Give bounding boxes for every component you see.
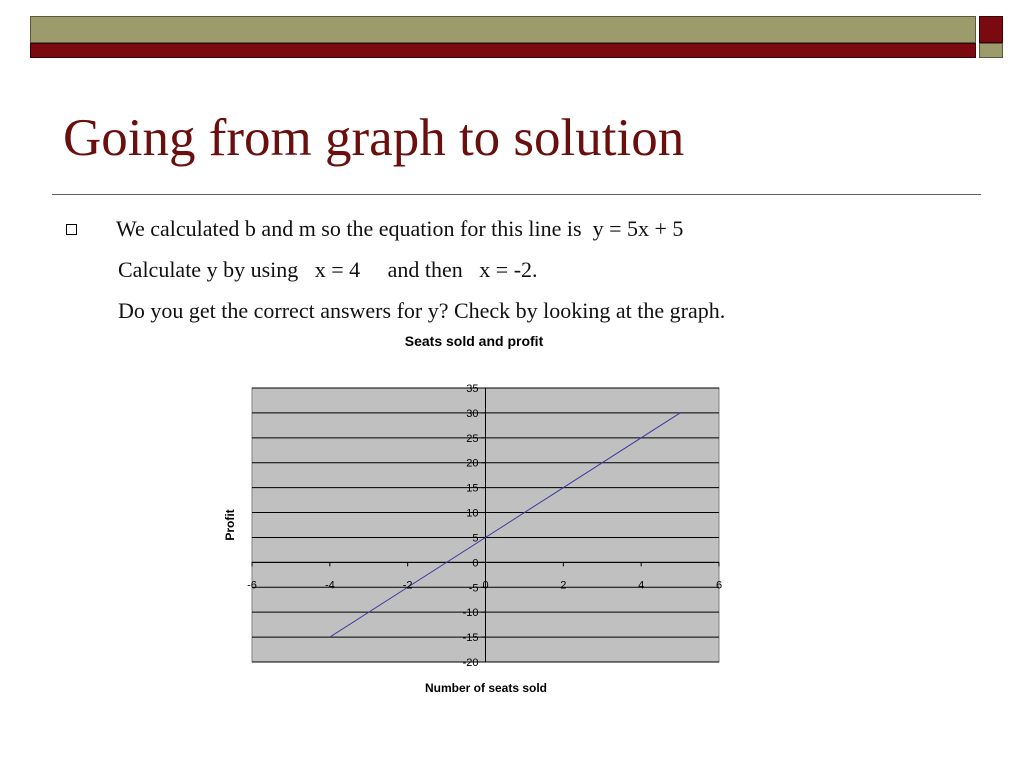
y-tick-label: 20 <box>466 457 479 470</box>
y-tick-label: 10 <box>466 507 479 520</box>
x-axis-title: Number of seats sold <box>424 681 548 695</box>
x-tick-label: 0 <box>482 579 489 592</box>
y-tick-label: 30 <box>466 407 479 420</box>
y-tick-label: -10 <box>462 607 479 620</box>
y-tick-label: 35 <box>466 383 479 395</box>
x-tick-label: -2 <box>402 579 413 592</box>
x-tick-label: 2 <box>560 579 567 592</box>
y-tick-label: 25 <box>466 432 479 445</box>
chart-title: Seats sold and profit <box>404 333 544 349</box>
y-tick-label: -15 <box>462 632 479 645</box>
y-tick-label: -5 <box>468 582 479 595</box>
x-tick-label: 4 <box>638 579 645 592</box>
x-tick-label: -6 <box>247 579 257 592</box>
x-tick-label: 6 <box>715 579 723 592</box>
y-tick-label: 15 <box>466 482 479 495</box>
x-tick-label: -4 <box>324 579 335 592</box>
text-instruction-check: Do you get the correct answers for y? Check by looking at the graph. <box>118 298 726 323</box>
y-axis-title: Profit <box>223 509 237 541</box>
bullet-text-equation: We calculated b and m so the equation for this line is y = 5x + 5 <box>116 216 684 241</box>
slide-title: Going from graph to solution <box>63 109 685 167</box>
y-tick-label: 0 <box>472 557 479 570</box>
y-tick-label: -20 <box>462 657 479 669</box>
y-tick-label: 5 <box>472 532 479 545</box>
text-instruction-calculate: Calculate y by using x = 4 and then x = -2. <box>118 257 538 282</box>
